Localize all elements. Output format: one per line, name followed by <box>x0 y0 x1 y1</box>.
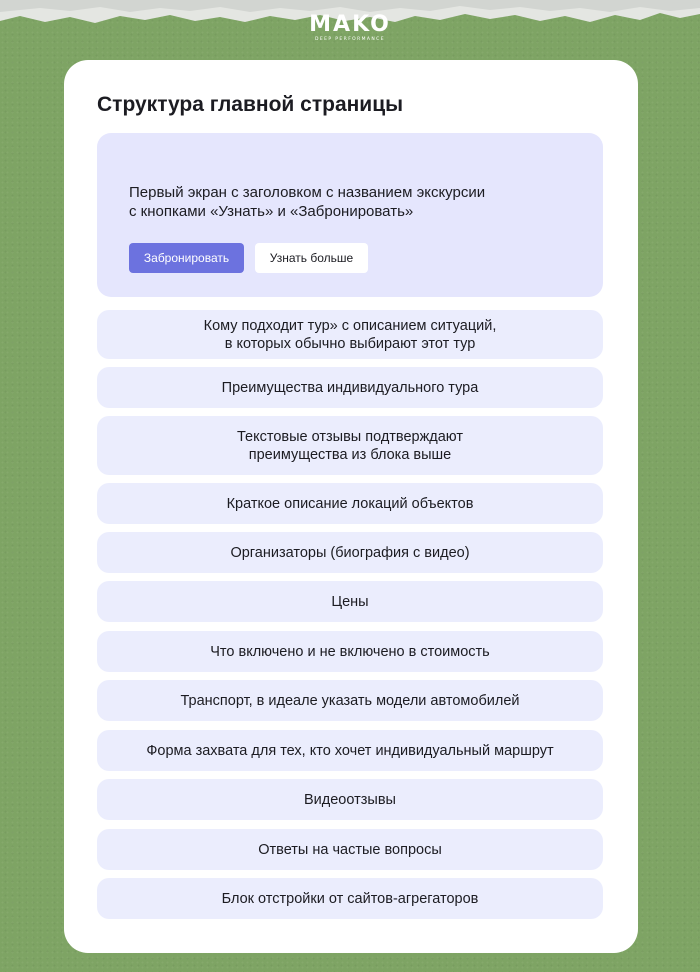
block-organizers <box>97 532 603 573</box>
block-faq <box>97 829 603 870</box>
block-aggregators-label: Блок отстройки от сайтов-агрегаторов <box>221 890 479 907</box>
block-audience-line-1: Кому подходит тур» с описанием ситуаций, <box>203 317 497 334</box>
block-included <box>97 631 603 672</box>
book-button[interactable]: Забронировать <box>129 243 244 273</box>
block-transport-label: Транспорт, в идеале указать модели автомобилей <box>180 692 520 709</box>
block-audience <box>97 310 603 359</box>
block-text-reviews <box>97 416 603 475</box>
block-lead-form-label: Форма захвата для тех, кто хочет индивидуальный маршрут <box>146 742 554 759</box>
hero-description <box>129 183 569 221</box>
hero-block <box>97 133 603 297</box>
block-prices-label: Цены <box>331 593 369 610</box>
logo-tagline: DEEP PERFORMANCE <box>315 37 385 42</box>
block-video-reviews-label: Видеоотзывы <box>304 791 396 808</box>
block-text-reviews-line-2: преимущества из блока выше <box>248 446 452 463</box>
brand-logo <box>0 14 700 43</box>
block-video-reviews <box>97 779 603 820</box>
block-locations <box>97 483 603 524</box>
block-audience-line-2: в которых обычно выбирают этот тур <box>224 335 476 352</box>
block-organizers-label: Организаторы (биография с видео) <box>230 544 470 561</box>
logo-wordmark: MAKO <box>309 12 391 37</box>
block-prices <box>97 581 603 622</box>
hero-description-line-2: с кнопками «Узнать» и «Забронировать» <box>129 203 414 220</box>
block-aggregators <box>97 878 603 919</box>
block-advantages-label: Преимущества индивидуального тура <box>221 379 479 396</box>
block-transport <box>97 680 603 721</box>
hero-description-line-1: Первый экран с заголовком с названием экскурсии <box>129 184 486 201</box>
page-title: Структура главной страницы <box>97 93 404 116</box>
block-advantages <box>97 367 603 408</box>
block-lead-form <box>97 730 603 771</box>
learn-more-button[interactable]: Узнать больше <box>255 243 368 273</box>
structure-card <box>64 60 638 953</box>
block-included-label: Что включено и не включено в стоимость <box>210 643 490 660</box>
block-faq-label: Ответы на частые вопросы <box>258 841 442 858</box>
block-text-reviews-line-1: Текстовые отзывы подтверждают <box>236 428 464 445</box>
block-locations-label: Краткое описание локаций объектов <box>226 495 474 512</box>
